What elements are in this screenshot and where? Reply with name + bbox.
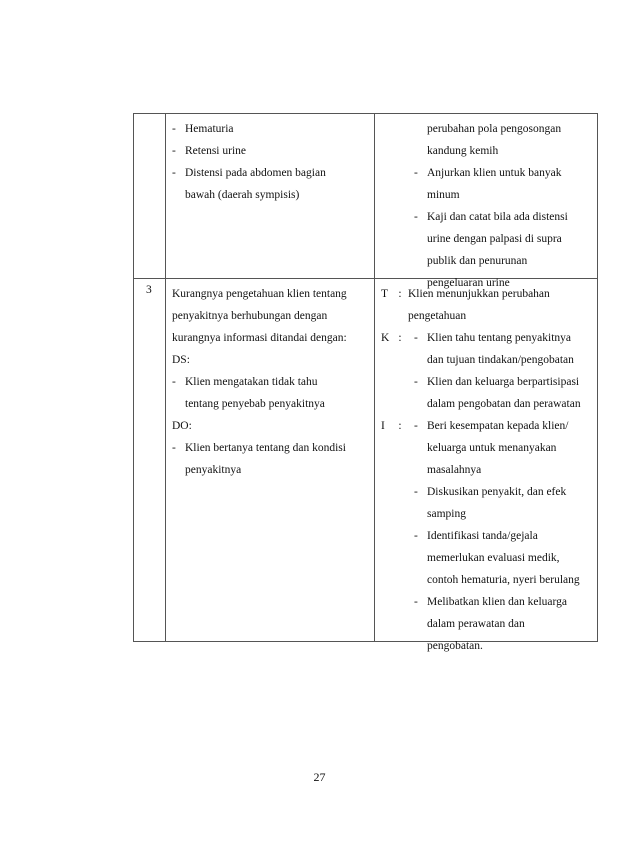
diagnosis-text: DO:: [172, 420, 192, 432]
plan-letter: [381, 569, 393, 591]
plan-colon: [393, 371, 407, 393]
plan-line: [381, 162, 591, 184]
plan-colon: [393, 459, 407, 481]
plan-text: Identifikasi tanda/gejala: [427, 530, 538, 542]
plan-line: [381, 206, 591, 228]
plan-text: perubahan pola pengosongan: [427, 123, 562, 135]
bullet-dash: -: [172, 167, 176, 179]
plan-line: [381, 250, 591, 272]
plan-dash: [414, 393, 427, 415]
diagnosis-cell: [166, 114, 375, 279]
plan-text: publik dan penurunan: [427, 255, 528, 267]
bullet-dash: -: [172, 145, 176, 157]
plan-text: dalam pengobatan dan perawatan: [427, 398, 581, 410]
diagnosis-line: [172, 118, 368, 140]
plan-line: [381, 349, 591, 371]
diagnosis-text: Kurangnya pengetahuan klien tentang: [172, 288, 347, 300]
plan-dash: [414, 569, 427, 591]
plan-line: [381, 613, 591, 635]
plan-text: dan tujuan tindakan/pengobatan: [427, 354, 574, 366]
plan-colon: [393, 140, 407, 162]
plan-colon: :: [398, 332, 402, 344]
plan-letter: [381, 250, 393, 272]
plan-letter: [381, 547, 393, 569]
plan-colon: [393, 305, 407, 327]
plan-colon: [393, 481, 407, 503]
plan-letter: [381, 459, 393, 481]
plan-text: Klien dan keluarga berpartisipasi: [427, 376, 580, 388]
plan-line: [381, 635, 591, 657]
diagnosis-line: [172, 162, 368, 184]
plan-cell: [375, 279, 598, 652]
plan-text: Anjurkan klien untuk banyak: [427, 167, 562, 179]
plan-line: [381, 437, 591, 459]
plan-colon: [393, 206, 407, 228]
plan-letter: [381, 118, 393, 140]
plan-text: Klien tahu tentang penyakitnya: [427, 332, 572, 344]
plan-text: dalam perawatan dan: [427, 618, 525, 630]
plan-colon: [393, 591, 407, 613]
plan-line: [381, 459, 591, 481]
bullet-dash: -: [172, 442, 176, 454]
diagnosis-text: Retensi urine: [185, 145, 246, 157]
plan-colon: [393, 162, 407, 184]
plan-dash: -: [414, 211, 418, 223]
plan-colon: :: [398, 420, 402, 432]
diagnosis-text: tentang penyebab penyakitnya: [185, 398, 325, 410]
number-cell: [134, 279, 166, 642]
plan-dash: [414, 250, 427, 272]
diagnosis-line: [172, 305, 368, 327]
table-row: [134, 114, 598, 279]
plan-text: kandung kemih: [427, 145, 499, 157]
plan-line: [381, 547, 591, 569]
plan-line: [381, 305, 591, 327]
plan-colon: [393, 184, 407, 206]
plan-line: [381, 525, 591, 547]
plan-text: keluarga untuk menanyakan: [427, 442, 557, 454]
plan-text: contoh hematuria, nyeri berulang: [427, 574, 580, 586]
plan-letter: [381, 503, 393, 525]
nursing-plan-table: [133, 113, 598, 652]
plan-dash: [414, 118, 427, 140]
plan-colon: [393, 118, 407, 140]
plan-letter: [381, 371, 393, 393]
plan-letter: [381, 481, 393, 503]
plan-line: [381, 283, 591, 305]
plan-letter: T: [381, 288, 389, 300]
table-row: [134, 279, 598, 642]
diagnosis-line: [172, 371, 368, 393]
plan-letter: I: [381, 420, 385, 432]
plan-dash: [414, 228, 427, 250]
plan-text: Kaji dan catat bila ada distensi: [427, 211, 568, 223]
plan-line: [381, 327, 591, 349]
diagnosis-line: [172, 349, 368, 371]
plan-letter: [381, 184, 393, 206]
plan-letter: [381, 635, 393, 657]
plan-text: pengobatan.: [427, 640, 483, 652]
plan-letter: [381, 525, 393, 547]
page-number: 27: [313, 770, 326, 784]
plan-cell: [375, 114, 598, 289]
plan-dash: [414, 459, 427, 481]
diagnosis-line: [172, 140, 368, 162]
diagnosis-text: Distensi pada abdomen bagian: [185, 167, 326, 179]
diagnosis-text: Hematuria: [185, 123, 234, 135]
diagnosis-line: [172, 393, 368, 415]
diagnosis-line: [172, 415, 368, 437]
plan-dash: -: [414, 596, 418, 608]
plan-dash: [414, 635, 427, 657]
plan-dash: [414, 349, 427, 371]
diagnosis-line: [172, 327, 368, 349]
diagnosis-text: Klien mengatakan tidak tahu: [185, 376, 318, 388]
plan-text: Diskusikan penyakit, dan efek: [427, 486, 567, 498]
plan-letter: [381, 228, 393, 250]
diagnosis-line: [172, 459, 368, 481]
plan-dash: -: [414, 486, 418, 498]
diagnosis-line: [172, 283, 368, 305]
plan-dash: -: [414, 332, 418, 344]
plan-colon: [393, 547, 407, 569]
diagnosis-line: [172, 437, 368, 459]
plan-dash: [414, 437, 427, 459]
plan-dash: -: [414, 530, 418, 542]
plan-colon: [393, 613, 407, 635]
plan-dash: [414, 503, 427, 525]
plan-colon: [393, 569, 407, 591]
diagnosis-text: bawah (daerah sympisis): [185, 189, 300, 201]
plan-letter: [381, 140, 393, 162]
diagnosis-text: penyakitnya: [185, 464, 242, 476]
plan-line: [381, 591, 591, 613]
number-cell: [134, 114, 166, 279]
plan-text: Melibatkan klien dan keluarga: [427, 596, 567, 608]
plan-letter: [381, 613, 393, 635]
plan-line: [381, 503, 591, 525]
plan-letter: [381, 162, 393, 184]
diagnosis-text: kurangnya informasi ditandai dengan:: [172, 332, 347, 344]
plan-text: pengeluaran urine: [427, 277, 510, 289]
plan-line: [381, 569, 591, 591]
plan-dash: [414, 184, 427, 206]
diagnosis-text: penyakitnya berhubungan dengan: [172, 310, 328, 322]
plan-text: memerlukan evaluasi medik,: [427, 552, 560, 564]
plan-colon: :: [398, 288, 402, 300]
plan-colon: [393, 503, 407, 525]
plan-dash: [414, 140, 427, 162]
plan-text: samping: [427, 508, 466, 520]
plan-text: Beri kesempatan kepada klien/: [427, 420, 569, 432]
plan-dash: -: [414, 167, 418, 179]
bullet-dash: -: [172, 123, 176, 135]
plan-letter: [381, 591, 393, 613]
plan-text: masalahnya: [427, 464, 482, 476]
plan-text: minum: [427, 189, 460, 201]
plan-letter: [381, 393, 393, 415]
diagnosis-text: DS:: [172, 354, 190, 366]
plan-line: [381, 118, 591, 140]
diagnosis-text: Klien bertanya tentang dan kondisi: [185, 442, 346, 454]
plan-letter: [381, 305, 393, 327]
diagnosis-cell: [166, 279, 375, 642]
plan-letter: K: [381, 332, 390, 344]
plan-colon: [393, 228, 407, 250]
plan-colon: [393, 250, 407, 272]
plan-colon: [393, 393, 407, 415]
plan-line: [381, 140, 591, 162]
plan-letter: [381, 349, 393, 371]
row-number: 3: [146, 284, 152, 296]
plan-text: urine dengan palpasi di supra: [427, 233, 562, 245]
plan-line: [381, 184, 591, 206]
plan-text: pengetahuan: [408, 310, 467, 322]
plan-dash: -: [414, 420, 418, 432]
plan-dash: [414, 613, 427, 635]
plan-colon: [393, 635, 407, 657]
bullet-dash: -: [172, 376, 176, 388]
plan-dash: [414, 547, 427, 569]
plan-line: [381, 481, 591, 503]
plan-colon: [393, 349, 407, 371]
plan-text: Klien menunjukkan perubahan: [408, 288, 550, 300]
diagnosis-line: [172, 184, 368, 206]
plan-line: [381, 393, 591, 415]
plan-colon: [393, 437, 407, 459]
plan-colon: [393, 525, 407, 547]
plan-letter: [381, 206, 393, 228]
plan-dash: -: [414, 376, 418, 388]
plan-line: [381, 371, 591, 393]
plan-line: [381, 415, 591, 437]
plan-line: [381, 228, 591, 250]
plan-letter: [381, 437, 393, 459]
